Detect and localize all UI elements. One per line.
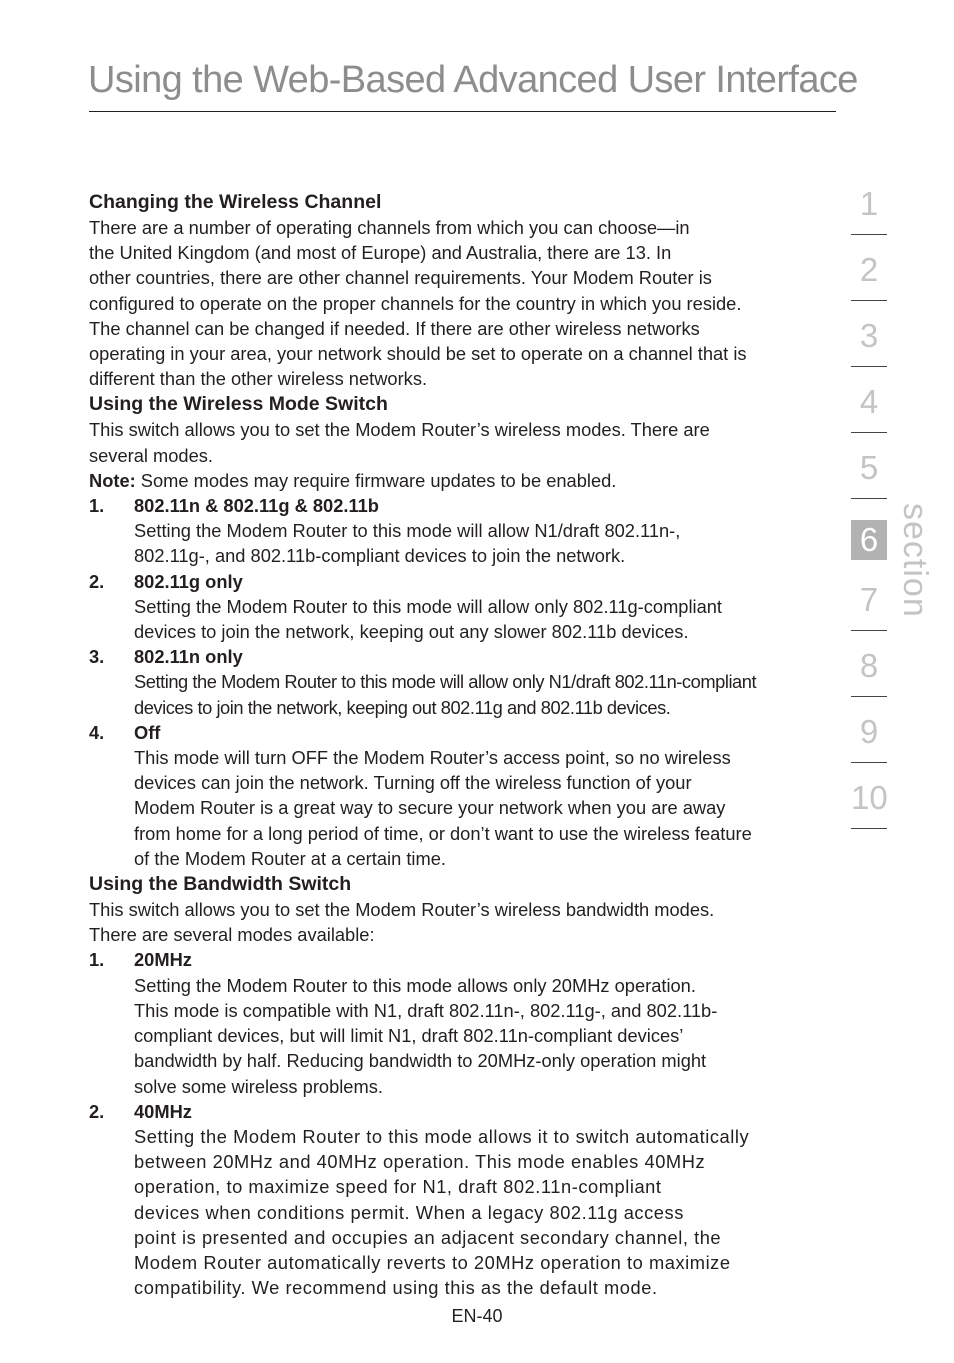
section-number: 3 — [859, 317, 879, 354]
section-tab-5[interactable] — [851, 448, 887, 514]
note-label: Note: — [89, 469, 136, 491]
body-line: There are a number of operating channels from which you can choose—in — [89, 217, 690, 238]
section-number: 4 — [859, 383, 879, 420]
item-title: Off — [134, 721, 161, 743]
item-line: Modem Router is a great way to secure your network when you are away — [134, 797, 726, 819]
item-number: 3. — [89, 646, 105, 668]
body-line: configured to operate on the proper channels for the country in which you reside. — [89, 292, 742, 314]
item-line: devices to join the network, keeping out 802.11g and 802.11b devices. — [134, 696, 671, 718]
item-title: 802.11n only — [134, 646, 243, 668]
section-tab-3[interactable] — [851, 316, 887, 382]
item-line: Setting the Modem Router to this mode will allow only 802.11g-compliant — [134, 595, 723, 617]
item-number: 1. — [89, 949, 105, 971]
section-tab-8[interactable] — [851, 646, 887, 712]
section-divider — [851, 696, 887, 697]
item-line: compatibility. We recommend using this as the default mode. — [134, 1277, 658, 1299]
section-tab-7[interactable] — [851, 580, 887, 646]
section-label: section — [896, 503, 934, 618]
title-divider — [89, 111, 836, 112]
section-tab-10[interactable] — [851, 778, 887, 844]
section-tab-9[interactable] — [851, 712, 887, 778]
mode-item-title — [89, 493, 839, 518]
section-divider — [851, 300, 887, 301]
body-line: There are several modes available: — [89, 924, 375, 946]
item-line: 802.11g-, and 802.11b-compliant devices to join the network. — [134, 545, 626, 567]
item-number: 1. — [89, 495, 105, 517]
section-number: 6 — [851, 520, 887, 560]
item-title: 802.11g only — [134, 570, 243, 592]
main-content — [89, 189, 839, 1300]
body-line: This switch allows you to set the Modem Router’s wireless bandwidth modes. — [89, 899, 715, 921]
bandwidth-item-title — [89, 1099, 839, 1124]
section-nav — [851, 184, 887, 844]
item-line: This mode will turn OFF the Modem Router’s access point, so no wireless — [134, 747, 731, 769]
item-line: This mode is compatible with N1, draft 802.11n-, 802.11g-, and 802.11b- — [134, 999, 718, 1021]
bandwidth-heading: Using the Bandwidth Switch — [89, 873, 352, 896]
item-number: 2. — [89, 1100, 105, 1122]
item-title: 802.11n & 802.11g & 802.11b — [134, 495, 379, 517]
item-line: devices to join the network, keeping out any slower 802.11b devices. — [134, 621, 689, 643]
note-text: Some modes may require firmware updates to be enabled. — [135, 469, 617, 491]
mode-item-title — [89, 644, 839, 669]
section-number: 9 — [859, 713, 879, 750]
section-divider — [851, 630, 887, 631]
section-number: 8 — [859, 647, 879, 684]
section-tab-6-active[interactable] — [851, 514, 887, 580]
item-line: of the Modem Router at a certain time. — [134, 847, 446, 869]
channel-heading: Changing the Wireless Channel — [89, 191, 382, 213]
body-line: operating in your area, your network should be set to operate on a channel that is — [89, 343, 747, 365]
section-divider — [851, 828, 887, 829]
section-number: 5 — [859, 449, 879, 486]
item-line: between 20MHz and 40MHz operation. This mode enables 40MHz — [134, 1151, 706, 1173]
section-number: 2 — [859, 251, 879, 288]
body-line: several modes. — [89, 444, 213, 466]
item-line: compliant devices, but will limit N1, draft 802.11n-compliant devices’ — [134, 1025, 684, 1047]
item-line: bandwidth by half. Reducing bandwidth to 20MHz-only operation might — [134, 1050, 707, 1072]
item-line: Setting the Modem Router to this mode will allow only N1/draft 802.11n-compliant — [134, 671, 757, 693]
body-line: different than the other wireless networks. — [89, 368, 428, 390]
item-title: 20MHz — [134, 949, 192, 971]
section-number: 10 — [851, 779, 888, 816]
section-divider — [851, 498, 887, 499]
item-line: devices when conditions permit. When a legacy 802.11g access — [134, 1201, 684, 1223]
section-number: 1 — [859, 185, 879, 222]
section-divider — [851, 366, 887, 367]
item-line: devices can join the network. Turning off the wireless function of your — [134, 772, 692, 794]
body-line: other countries, there are other channel requirements. Your Modem Router is — [89, 267, 712, 289]
section-divider — [851, 762, 887, 763]
body-line: The channel can be changed if needed. If there are other wireless networks — [89, 317, 700, 339]
page-number: EN-40 — [451, 1306, 503, 1326]
body-line: This switch allows you to set the Modem Router’s wireless modes. There are — [89, 419, 710, 441]
item-line: from home for a long period of time, or don’t want to use the wireless feature — [134, 822, 752, 844]
mode-heading: Using the Wireless Mode Switch — [89, 393, 388, 416]
item-line: operation, to maximize speed for N1, draft 802.11n-compliant — [134, 1176, 662, 1198]
item-number: 2. — [89, 570, 105, 592]
item-line: solve some wireless problems. — [134, 1075, 383, 1097]
item-line: point is presented and occupies an adjacent secondary channel, the — [134, 1226, 722, 1248]
section-number: 7 — [859, 581, 879, 618]
item-line: Setting the Modem Router to this mode will allow N1/draft 802.11n-, — [134, 520, 681, 542]
item-title: 40MHz — [134, 1100, 192, 1122]
mode-item-title — [89, 569, 839, 594]
section-divider — [851, 234, 887, 235]
item-number: 4. — [89, 721, 105, 743]
section-tab-2[interactable] — [851, 250, 887, 316]
section-tab-1[interactable] — [851, 184, 887, 250]
mode-item-title — [89, 720, 839, 745]
section-tab-4[interactable] — [851, 382, 887, 448]
section-divider — [851, 432, 887, 433]
page-title: Using the Web-Based Advanced User Interface — [88, 59, 858, 101]
body-line: the United Kingdom (and most of Europe) and Australia, there are 13. In — [89, 242, 672, 264]
bandwidth-item-title — [89, 947, 839, 972]
item-line: Setting the Modem Router to this mode allows only 20MHz operation. — [134, 974, 696, 996]
note — [89, 468, 839, 493]
item-line: Modem Router automatically reverts to 20MHz operation to maximize — [134, 1251, 731, 1273]
item-line: Setting the Modem Router to this mode allows it to switch automatically — [134, 1125, 750, 1147]
